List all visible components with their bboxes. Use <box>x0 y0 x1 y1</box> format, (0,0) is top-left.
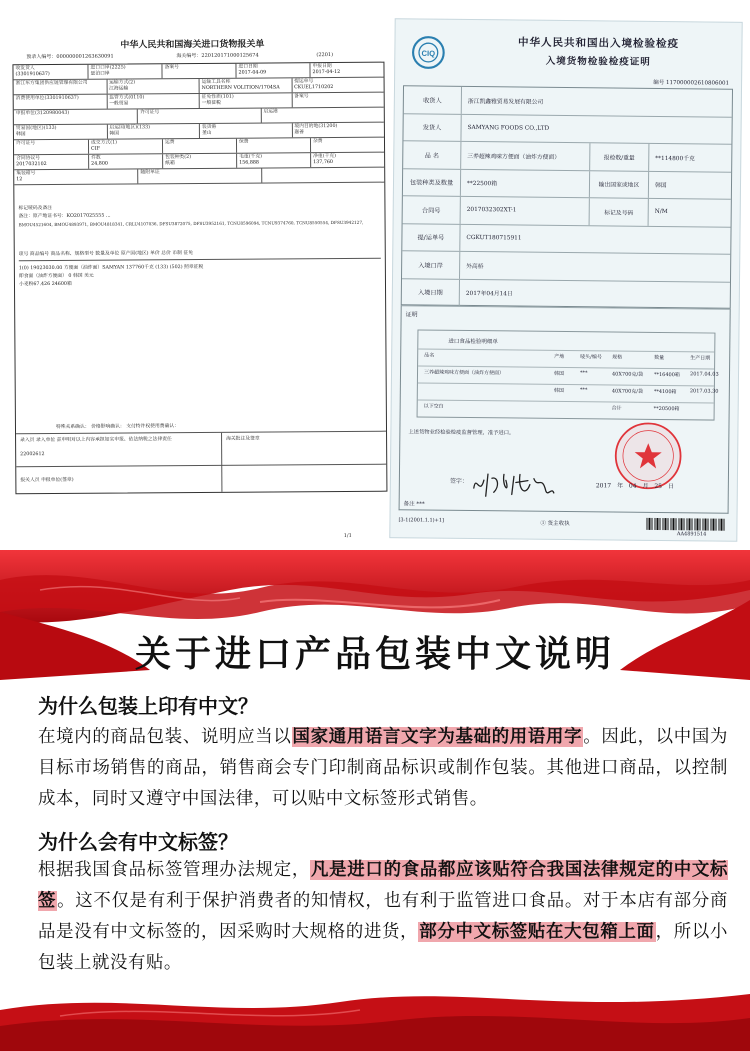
customs-page-code: (2201) <box>316 52 334 59</box>
pre-entry-number: 预录入编号：000000001263630091 <box>26 53 114 61</box>
inspection-detail-cell: 2017.03.30 <box>689 388 719 395</box>
customs-form-cell: 启运港 <box>260 108 383 123</box>
customs-form-cell: 装货港 釜山 <box>199 123 292 138</box>
inner-table-title: 进口食品检验明细单 <box>448 338 498 346</box>
certificate-row <box>404 86 732 117</box>
question-2-title: 为什么会有中文标签？ <box>38 830 238 854</box>
highlight-text: 部分中文标签贴在大包箱上面 <box>419 922 655 942</box>
customs-form-row <box>14 78 384 96</box>
inspection-detail-cell: **4100箱 <box>653 388 677 396</box>
customs-form-row <box>14 93 384 111</box>
customs-form-cell: 许可证号 <box>137 109 260 124</box>
question-1 <box>38 690 728 719</box>
certificate-field-table <box>401 85 733 308</box>
customs-form-cell: 申报单位(3120980043) <box>15 110 70 117</box>
certificate-field-label: 提/运单号 <box>402 224 460 251</box>
certificate-row <box>402 251 730 282</box>
inspection-detail-cell: 三养超辣鸡味方便面（油炸方便面） <box>423 369 505 377</box>
certificate-field-label: 包装种类及数量 <box>403 169 461 196</box>
certificate-remark: 备注 *** <box>403 501 425 508</box>
customs-form-cell: 净重(千克) 137,760 <box>310 153 384 168</box>
customs-form-cell: 毛重(千克) 156,888 <box>236 153 310 168</box>
inspection-detail-cell: 韩国 <box>553 387 564 394</box>
inspection-detail-row <box>418 365 719 382</box>
barcode-number: AA4891514 <box>676 531 707 538</box>
customs-form-cell: 运输工具名称 NORTHERN VOLITION/1704SA <box>199 78 292 93</box>
customs-form-row <box>14 168 384 186</box>
inspection-detail-row <box>418 382 719 399</box>
customs-form-row <box>14 153 384 171</box>
fee-confirmation: 特殊关系确认： 价格影响确认： 支付特许权使用费确认： <box>55 424 179 430</box>
origin-remark: 备注：原产地证书号：KO2017025555 ... <box>18 213 111 220</box>
certificate-title: 中华人民共和国出入境检验检疫 <box>517 36 680 51</box>
customs-form-cell: 许可证号 <box>15 141 36 147</box>
question-2 <box>38 826 728 855</box>
inspection-detail-cell: 生产日期 <box>690 355 711 362</box>
customs-form-cell: 成交方式(1) CIF <box>88 139 162 154</box>
certificate-proof-section <box>399 305 731 513</box>
answer-2 <box>38 855 728 979</box>
inspection-detail-cell: **16400箱 <box>653 371 680 379</box>
page-heading: 关于进口产品包装中文说明 <box>134 634 615 675</box>
certificate-field-label: 输出国家或地区 <box>589 171 649 198</box>
inspection-detail-cell: 规格 <box>612 354 623 361</box>
inspection-detail-cell: 合计 <box>611 405 622 412</box>
certificate-row <box>403 141 731 172</box>
customs-form-cell: 运费 <box>162 139 236 154</box>
certificate-subtitle: 入境货物检验检疫证明 <box>545 55 651 68</box>
customs-form-cell: 随附单证 <box>138 169 261 184</box>
customs-form-cell: 申报日期 2017-04-12 <box>309 63 383 78</box>
inspection-detail-cell: 以下空白 <box>423 403 444 410</box>
form-code: [3-1(2001.1.1)+1] <box>398 517 445 524</box>
ciq-logo-icon <box>411 35 445 69</box>
certificate-field-value: CGKUT180715911 <box>466 234 522 242</box>
certificate-row <box>403 169 731 200</box>
certificate-field-label: 收货人 <box>404 86 462 113</box>
inspection-detail-cell: **20500箱 <box>653 405 680 413</box>
customs-form-row <box>14 123 384 141</box>
inspection-detail-cell: 韩国 <box>553 370 565 377</box>
customs-form-cell: 合同协议号 2017032102 <box>16 156 47 168</box>
goods-header: 项号 商品编号 商品名称、规格型号 数量及单位 原产国(地区) 单价 总价 币制 征免 <box>19 250 381 262</box>
inspection-detail-cell: *** <box>579 370 588 377</box>
certificate-field-label: 发货人 <box>403 114 461 141</box>
customs-form-cell: 进口日期 2017-04-09 <box>235 63 309 78</box>
customs-form-cell: 运输方式(2) 江海运输 <box>106 79 199 94</box>
inspection-detail-cell: 品名 <box>424 352 435 359</box>
customs-form-cell: 浙江东方集团供应链管理有限公司 <box>15 80 88 87</box>
certificate-field-label: 入境口岸 <box>402 251 460 278</box>
certificate-number: 编号 117000002610806001 <box>653 79 730 87</box>
customs-form-cell: 杂费 <box>310 138 384 153</box>
certificate-field-label: 标记及号码 <box>589 198 649 225</box>
certificate-field-value: **22500箱 <box>466 181 498 188</box>
food-inspection-detail <box>417 329 719 420</box>
customs-form-cell: 收发货人 (3301910637) <box>15 66 50 78</box>
certificate-field-value: 外高桥 <box>466 263 484 270</box>
certificate-field-value: N/M <box>654 209 668 216</box>
declarant: 报关人员 申报单位(签章) <box>20 477 74 484</box>
customs-form-cell: 境内目的地(31200) 嘉善 <box>291 123 384 138</box>
certificate-field-label: 报检数/重量 <box>589 143 649 170</box>
certificate-field-label: 合同号 <box>403 196 461 223</box>
highlight-text: 凡是进口的食品都应该贴符合我国法律规定的中文标签 <box>38 860 728 911</box>
customs-field-grid <box>12 62 387 495</box>
goods-line: 即食面（油炸方便面） 0 韩国 美元 <box>18 273 94 280</box>
customs-footer <box>16 424 386 494</box>
certificate-field-value: 三养超辣鸡味方便面（油炸方便面） <box>467 153 561 161</box>
goods-line: 小麦粉67.426 24600箱 <box>18 281 72 288</box>
certificate-row <box>403 114 731 145</box>
customs-declaration-form <box>6 39 381 539</box>
inspection-detail-cell: 40X700克/袋 <box>611 371 644 378</box>
customs-form-cell: 进口口岸(2225) 是泊口岸 <box>87 64 161 79</box>
answer-2-text: 根据我国食品标签管理办法规定，凡是进口的食品都应该贴符合我国法律规定的中文标签。这不仅是有利于保护消费者的知情权，也有利于监管进口食品。对于本店有部分商品是没有中文标签的，因采购时大规格的进货，部分中文标签贴在大包箱上面，所以小包装上就没有贴。 <box>38 860 728 973</box>
customs-number: 海关编号：220120171000125674 <box>176 52 259 60</box>
customs-form-cell <box>261 168 384 183</box>
certificate-field-value: 韩国 <box>654 183 667 190</box>
customs-form-cell: 贸易国(地区)(133) 韩国 <box>15 125 57 138</box>
customs-form-cell: 启运国(地区)(133) 韩国 <box>106 124 199 139</box>
customs-form-row <box>14 108 384 126</box>
bottom-red-ribbon-icon <box>0 980 750 1051</box>
answer-1 <box>38 722 728 815</box>
customs-form-cell: 包装种类(2) 纸箱 <box>162 154 236 169</box>
inspection-detail-cell: *** <box>579 387 588 394</box>
certificate-row <box>403 196 731 227</box>
inspection-certificate <box>389 18 742 542</box>
customs-page-number: 1/1 <box>343 532 352 539</box>
customs-form-row <box>13 63 383 81</box>
certificate-row <box>402 224 730 255</box>
proof-label: 证明 <box>405 311 418 319</box>
inspection-detail-row <box>418 348 714 365</box>
certificate-field-value: **114800千克 <box>655 155 695 163</box>
marks-label: 标记唛码及备注 <box>18 205 53 212</box>
handwritten-signature-icon <box>468 466 558 503</box>
inspection-detail-cell: 40X700克/袋 <box>611 388 644 395</box>
signature-label: 签字： <box>449 477 468 485</box>
customs-form-cell: 备案号 <box>161 64 235 79</box>
entry-code: 22002612 <box>20 452 45 458</box>
question-1-title: 为什么包装上印有中文？ <box>38 694 258 718</box>
inspection-detail-cell: 产地 <box>554 353 565 360</box>
certificate-field-value: 2017年04月14日 <box>465 291 513 298</box>
customs-form-cell: 备案号 <box>291 93 384 108</box>
certificate-field-value: 2017032302XT-1 <box>466 207 517 214</box>
inspection-detail-cell: 2017.04.03 <box>689 371 719 378</box>
customs-endorsement: 海关批注及签章 <box>226 436 260 442</box>
customs-form-row <box>14 138 384 156</box>
customs-form-title: 中华人民共和国海关进口货物报关单 <box>120 39 265 51</box>
highlight-text: 国家通用语言文字为基础的用语用字 <box>292 727 583 747</box>
certificate-field-label: 品 名 <box>403 141 461 168</box>
goods-section <box>15 205 386 434</box>
customs-form-cell: 保费 <box>236 138 310 153</box>
signature-date: 2017 年 04 月 25 日 <box>595 482 674 491</box>
barcode-icon <box>646 518 726 531</box>
inspection-detail-row <box>418 399 714 416</box>
customs-form-cell: 提运单号 CKUEL1710202 <box>291 78 384 93</box>
customs-form-cell: 监管方式(0110) 一般贸易 <box>106 94 199 109</box>
inspection-detail-cell: 唛头/编号 <box>580 354 602 361</box>
answer-1-text: 在境内的商品包装、说明应当以国家通用语言文字为基础的用语用字。因此，以中国为目标市场销售的商品，销售商会专门印制商品标识或制作包装。其他进口商品，以控制成本，同时又遵守中国法律，可以贴中文标签形式销售。 <box>38 727 728 809</box>
container-numbers: BMOU4521604, BMOU4893971, BMOU4818341, CRLU4107036, DFSU3872075, DFSU3952161, TCNU8596094, TCNU9374760, TCNU8550554, DFSU3942127, <box>18 219 364 228</box>
release-note: 上述货物业经检验检疫监督管理，准予进口。 <box>408 429 515 437</box>
customs-form-cell: 消费使用单位(3301910637) <box>15 95 79 102</box>
svg-text:CIQ: CIQ <box>421 48 436 59</box>
customs-form-cell: 征免性质(101) 一般征税 <box>199 93 292 108</box>
inspection-detail-cell: 数量 <box>654 354 665 362</box>
certificate-field-value: SAMYANG FOODS CO.,LTD <box>467 124 550 132</box>
certificate-field-label: 入境日期 <box>402 279 460 306</box>
customs-form-cell: 件数 24,800 <box>88 154 162 169</box>
certificate-field-value: 浙江凯鑫雅贸易发展有限公司 <box>467 98 544 106</box>
entry-clerk: 录入员 录入单位 兹申明对以上内容承担如实申报、依法纳税之法律责任 <box>20 437 172 444</box>
customs-form-cell: 集装箱号 12 <box>16 171 36 183</box>
goods-line: 1(0) 19023030.00 方便面（油炸面）SAMYAN 137760千克 (133) (502) 照章征税 <box>18 264 204 272</box>
copy-holder: ① 货主收执 <box>540 520 570 528</box>
